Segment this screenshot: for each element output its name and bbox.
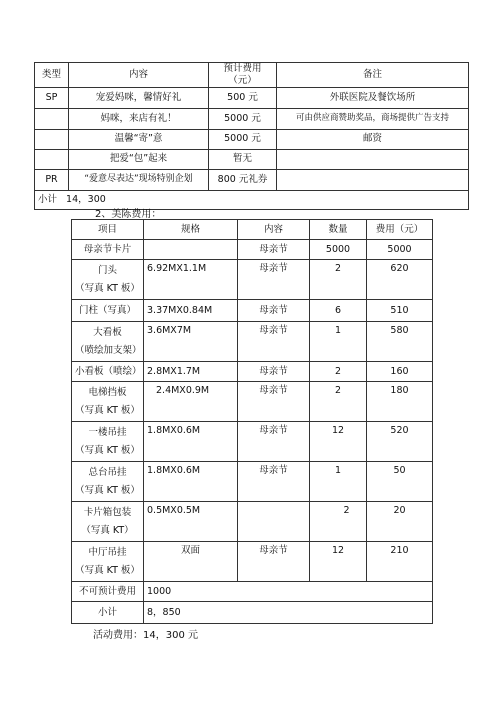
table-row [72, 362, 433, 382]
spec-cell: 1.8MX0.6M [144, 462, 238, 502]
item-name: 门头 [97, 264, 117, 276]
cost-cell: 620 [367, 260, 433, 300]
table-row [72, 240, 433, 260]
item-note: （喷绘加支架） [75, 344, 142, 356]
row-note [277, 149, 469, 169]
spec-cell: 3.6MX7M [144, 322, 238, 362]
row-content: “爱意尽表达”现场特别企划 [69, 169, 209, 190]
spec-cell [144, 240, 238, 260]
row-note: 外联医院及餐饮场所 [277, 87, 469, 108]
cost-cell: 520 [367, 422, 433, 462]
content-cell: 母亲节 [238, 422, 310, 462]
qty-cell: 2 [310, 362, 367, 382]
item-name: 母亲节卡片 [83, 243, 132, 255]
unforeseen-value: 1000 [144, 582, 433, 602]
content-cell: 母亲节 [238, 240, 310, 260]
table-row [72, 260, 433, 300]
row-note: 邮资 [277, 129, 469, 149]
decoration-cost-table [71, 219, 433, 624]
qty-cell: 5000 [310, 240, 367, 260]
qty-cell: 6 [310, 300, 367, 322]
item-note: （写真 KT 板） [75, 404, 140, 416]
item-name: 小看板（喷绘） [75, 365, 142, 377]
content-cell: 母亲节 [238, 542, 310, 582]
spec-cell: 2.8MX1.7M [144, 362, 238, 382]
content-cell: 母亲节 [238, 462, 310, 502]
item-cell [72, 300, 144, 322]
row-content: 把爱“包”起来 [69, 149, 209, 169]
table-row [35, 129, 469, 149]
qty-cell: 1 [310, 322, 367, 362]
spec-cell: 1.8MX0.6M [144, 422, 238, 462]
item-name: 一楼吊挂 [88, 426, 127, 438]
cost-cell: 160 [367, 362, 433, 382]
row-cost: 暂无 [209, 149, 277, 169]
item-cell [72, 260, 144, 300]
subtotal-row [72, 602, 433, 624]
table-row [35, 169, 469, 190]
header-cost: 费用（元） [367, 220, 433, 240]
row-type [35, 108, 69, 129]
subtotal-cell: 小计 14，300 [35, 190, 469, 209]
row-type: PR [35, 169, 69, 190]
item-cell [72, 462, 144, 502]
item-cell [72, 382, 144, 422]
subtotal-label: 小计 [72, 602, 144, 624]
item-note: （写真 KT） [81, 524, 134, 536]
content-cell: 母亲节 [238, 300, 310, 322]
content-cell: 母亲节 [238, 362, 310, 382]
item-name: 总台吊挂 [88, 466, 127, 478]
content-cell: 母亲节 [238, 260, 310, 300]
table-row [35, 149, 469, 169]
qty-cell: 2 [310, 260, 367, 300]
spec-cell: 6.92MX1.1M [144, 260, 238, 300]
item-name: 大看板 [93, 326, 122, 338]
row-content: 妈咪，来店有礼！ [69, 108, 209, 129]
item-name: 卡片箱包装 [83, 506, 132, 518]
item-note: （写真 KT 板） [75, 564, 140, 576]
qty-cell: 2 [310, 502, 367, 542]
spec-cell: 双面 [144, 542, 238, 582]
row-content: 温馨“寄”意 [69, 129, 209, 149]
table-row [35, 87, 469, 108]
qty-cell: 12 [310, 422, 367, 462]
activity-cost-table [34, 62, 469, 210]
header-content: 内容 [238, 220, 310, 240]
header-spec: 规格 [144, 220, 238, 240]
table-row [72, 462, 433, 502]
header-cost: 预计费用（元） [209, 63, 277, 88]
table-row [72, 422, 433, 462]
item-cell [72, 542, 144, 582]
item-cell [72, 422, 144, 462]
item-note: （写真 KT 板） [75, 282, 140, 294]
table-header-row [72, 220, 433, 240]
section-title: 2、美陈费用： [95, 209, 162, 220]
item-note: （写真 KT 板） [75, 444, 140, 456]
header-type: 类型 [35, 63, 69, 88]
row-cost: 5000 元 [209, 129, 277, 149]
table-row [72, 322, 433, 362]
unforeseen-cost-row [72, 582, 433, 602]
table-row [72, 502, 433, 542]
spec-cell: 0.5MX0.5M [144, 502, 238, 542]
row-note [277, 169, 469, 190]
qty-cell: 12 [310, 542, 367, 582]
table-row [35, 108, 469, 129]
item-cell [72, 502, 144, 542]
cost-cell: 580 [367, 322, 433, 362]
row-cost: 800 元礼券 [209, 169, 277, 190]
content-cell: 母亲节 [238, 322, 310, 362]
content-cell [238, 502, 310, 542]
item-note: （写真 KT 板） [75, 484, 140, 496]
cost-cell: 210 [367, 542, 433, 582]
content-cell: 母亲节 [238, 382, 310, 422]
spec-cell: 2.4MX0.9M [144, 382, 238, 422]
table-row [72, 300, 433, 322]
row-content: 宠爱妈咪，馨情好礼 [69, 87, 209, 108]
qty-cell: 2 [310, 382, 367, 422]
unforeseen-label: 不可预计费用 [72, 582, 144, 602]
qty-cell: 1 [310, 462, 367, 502]
subtotal-value: 8，850 [144, 602, 433, 624]
item-cell [72, 322, 144, 362]
cost-cell: 5000 [367, 240, 433, 260]
row-type [35, 149, 69, 169]
cost-cell: 50 [367, 462, 433, 502]
cost-cell: 20 [367, 502, 433, 542]
item-name: 电梯挡板 [88, 386, 127, 398]
item-cell [72, 362, 144, 382]
item-name: 门柱（写真） [78, 304, 136, 316]
header-qty: 数量 [310, 220, 367, 240]
header-item: 项目 [72, 220, 144, 240]
cost-cell: 510 [367, 300, 433, 322]
activity-cost-total: 活动费用：14，300 元 [93, 630, 198, 641]
header-note: 备注 [277, 63, 469, 88]
item-name: 中厅吊挂 [88, 546, 127, 558]
table-row [72, 542, 433, 582]
cost-cell: 180 [367, 382, 433, 422]
table-header-row [35, 63, 469, 88]
row-note: 可由供应商赞助奖品，商场提供广告支持 [277, 108, 469, 129]
spec-cell: 3.37MX0.84M [144, 300, 238, 322]
item-cell [72, 240, 144, 260]
header-content: 内容 [69, 63, 209, 88]
row-cost: 500 元 [209, 87, 277, 108]
row-type: SP [35, 87, 69, 108]
table-row [72, 382, 433, 422]
row-type [35, 129, 69, 149]
row-cost: 5000 元 [209, 108, 277, 129]
